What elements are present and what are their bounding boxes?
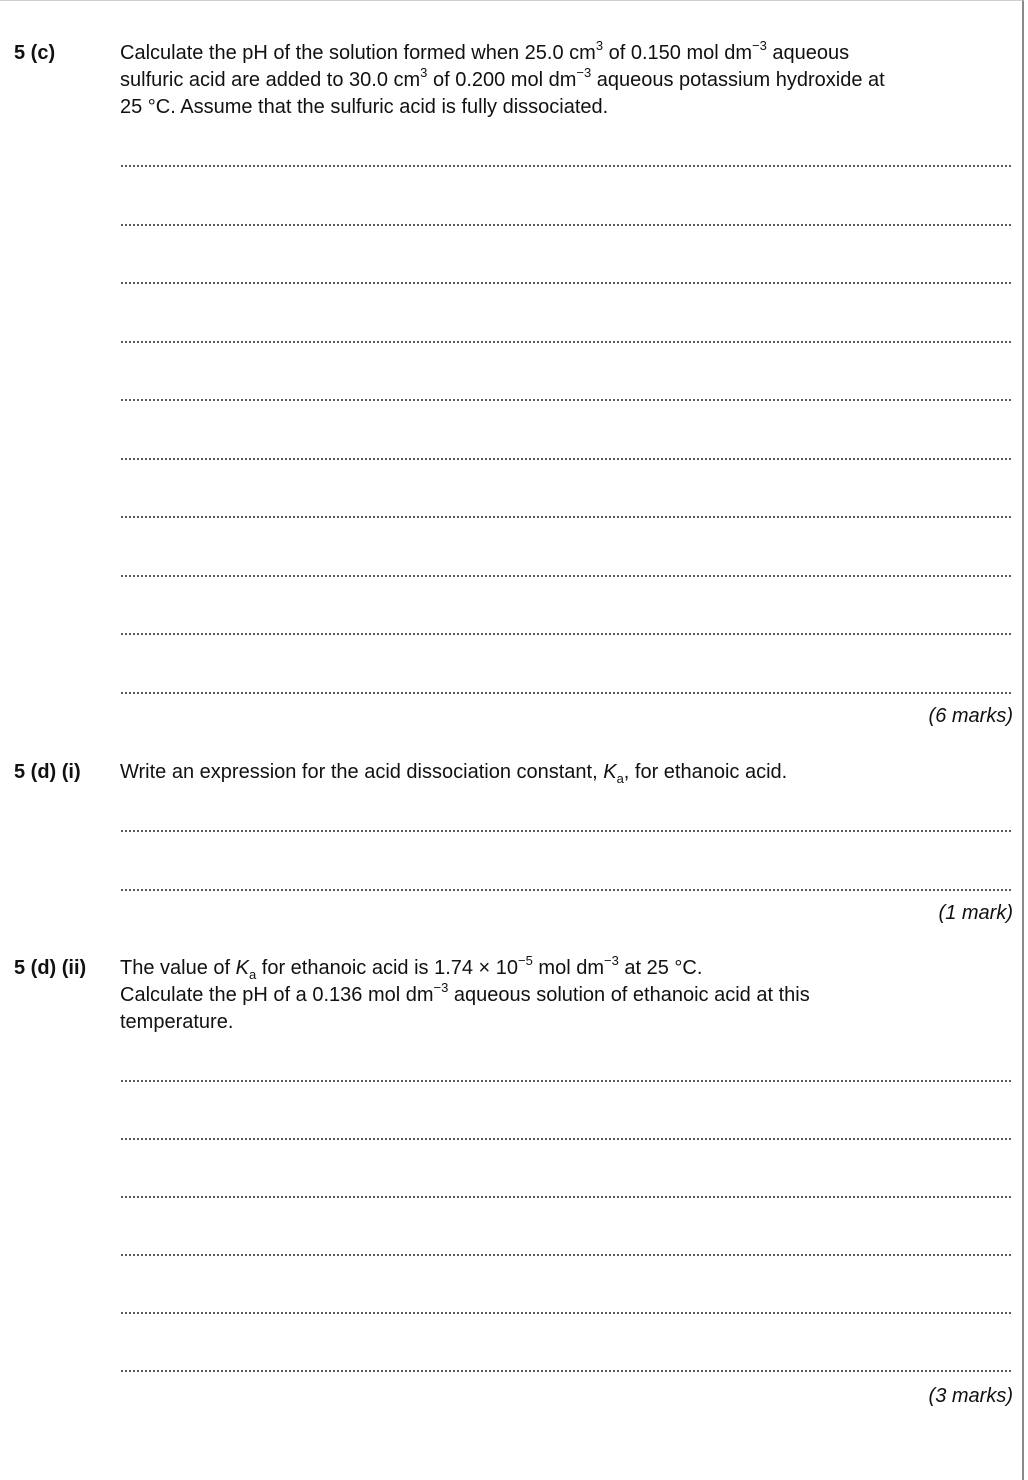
question-5c-label: 5 (c) <box>14 42 56 64</box>
answer-line[interactable] <box>120 224 1012 226</box>
answer-line[interactable] <box>120 1254 1012 1256</box>
answer-line[interactable] <box>120 1196 1012 1198</box>
question-5dii-line-3: temperature. <box>120 1011 234 1033</box>
answer-line[interactable] <box>120 341 1012 343</box>
marks-5dii: (3 marks) <box>928 1385 1013 1407</box>
answer-line[interactable] <box>120 165 1012 167</box>
answer-line[interactable] <box>120 575 1012 577</box>
question-5c-line-3: 25 °C. Assume that the sulfuric acid is fully dissociated. <box>120 96 609 118</box>
question-5c-text <box>120 40 1015 121</box>
answer-line[interactable] <box>120 1312 1012 1314</box>
question-5di-text <box>120 759 1015 786</box>
answer-line[interactable] <box>120 633 1012 635</box>
answer-line[interactable] <box>120 399 1012 401</box>
question-5c-line-2: sulfuric acid are added to 30.0 $cm^3$ of 0.200 mol $dm^{-3}$ aqueous potassium hydroxide at <box>120 65 885 91</box>
question-5dii-line-1: The value of $K_a$ for ethanoic acid is $1.74 \times 10^{-5}$ mol $dm^{-3}$ at 25 °C. <box>120 953 703 982</box>
marks-5di: (1 mark) <box>938 902 1013 924</box>
answer-line[interactable] <box>120 1138 1012 1140</box>
answer-line[interactable] <box>120 1370 1012 1372</box>
answer-line[interactable] <box>120 1080 1012 1082</box>
question-5dii-text <box>120 955 1015 1036</box>
marks-5c: (6 marks) <box>928 705 1013 727</box>
question-5di-label: 5 (d) (i) <box>14 761 81 783</box>
answer-line[interactable] <box>120 516 1012 518</box>
answer-line[interactable] <box>120 282 1012 284</box>
question-5di-line-1: Write an expression for the acid dissociation constant, $K_a$, for ethanoic acid. <box>120 761 788 786</box>
answer-line[interactable] <box>120 458 1012 460</box>
answer-line[interactable] <box>120 889 1012 891</box>
question-5dii-label: 5 (d) (ii) <box>14 957 87 979</box>
question-5dii-line-2: Calculate the pH of a 0.136 mol $dm^{-3}$ aqueous solution of ethanoic acid at this <box>120 980 810 1006</box>
answer-line[interactable] <box>120 830 1012 832</box>
answer-line[interactable] <box>120 692 1012 694</box>
question-5c-line-1: Calculate the pH of the solution formed when 25.0 $cm^3$ of 0.150 mol $dm^{-3}$ aqueous <box>120 38 850 64</box>
